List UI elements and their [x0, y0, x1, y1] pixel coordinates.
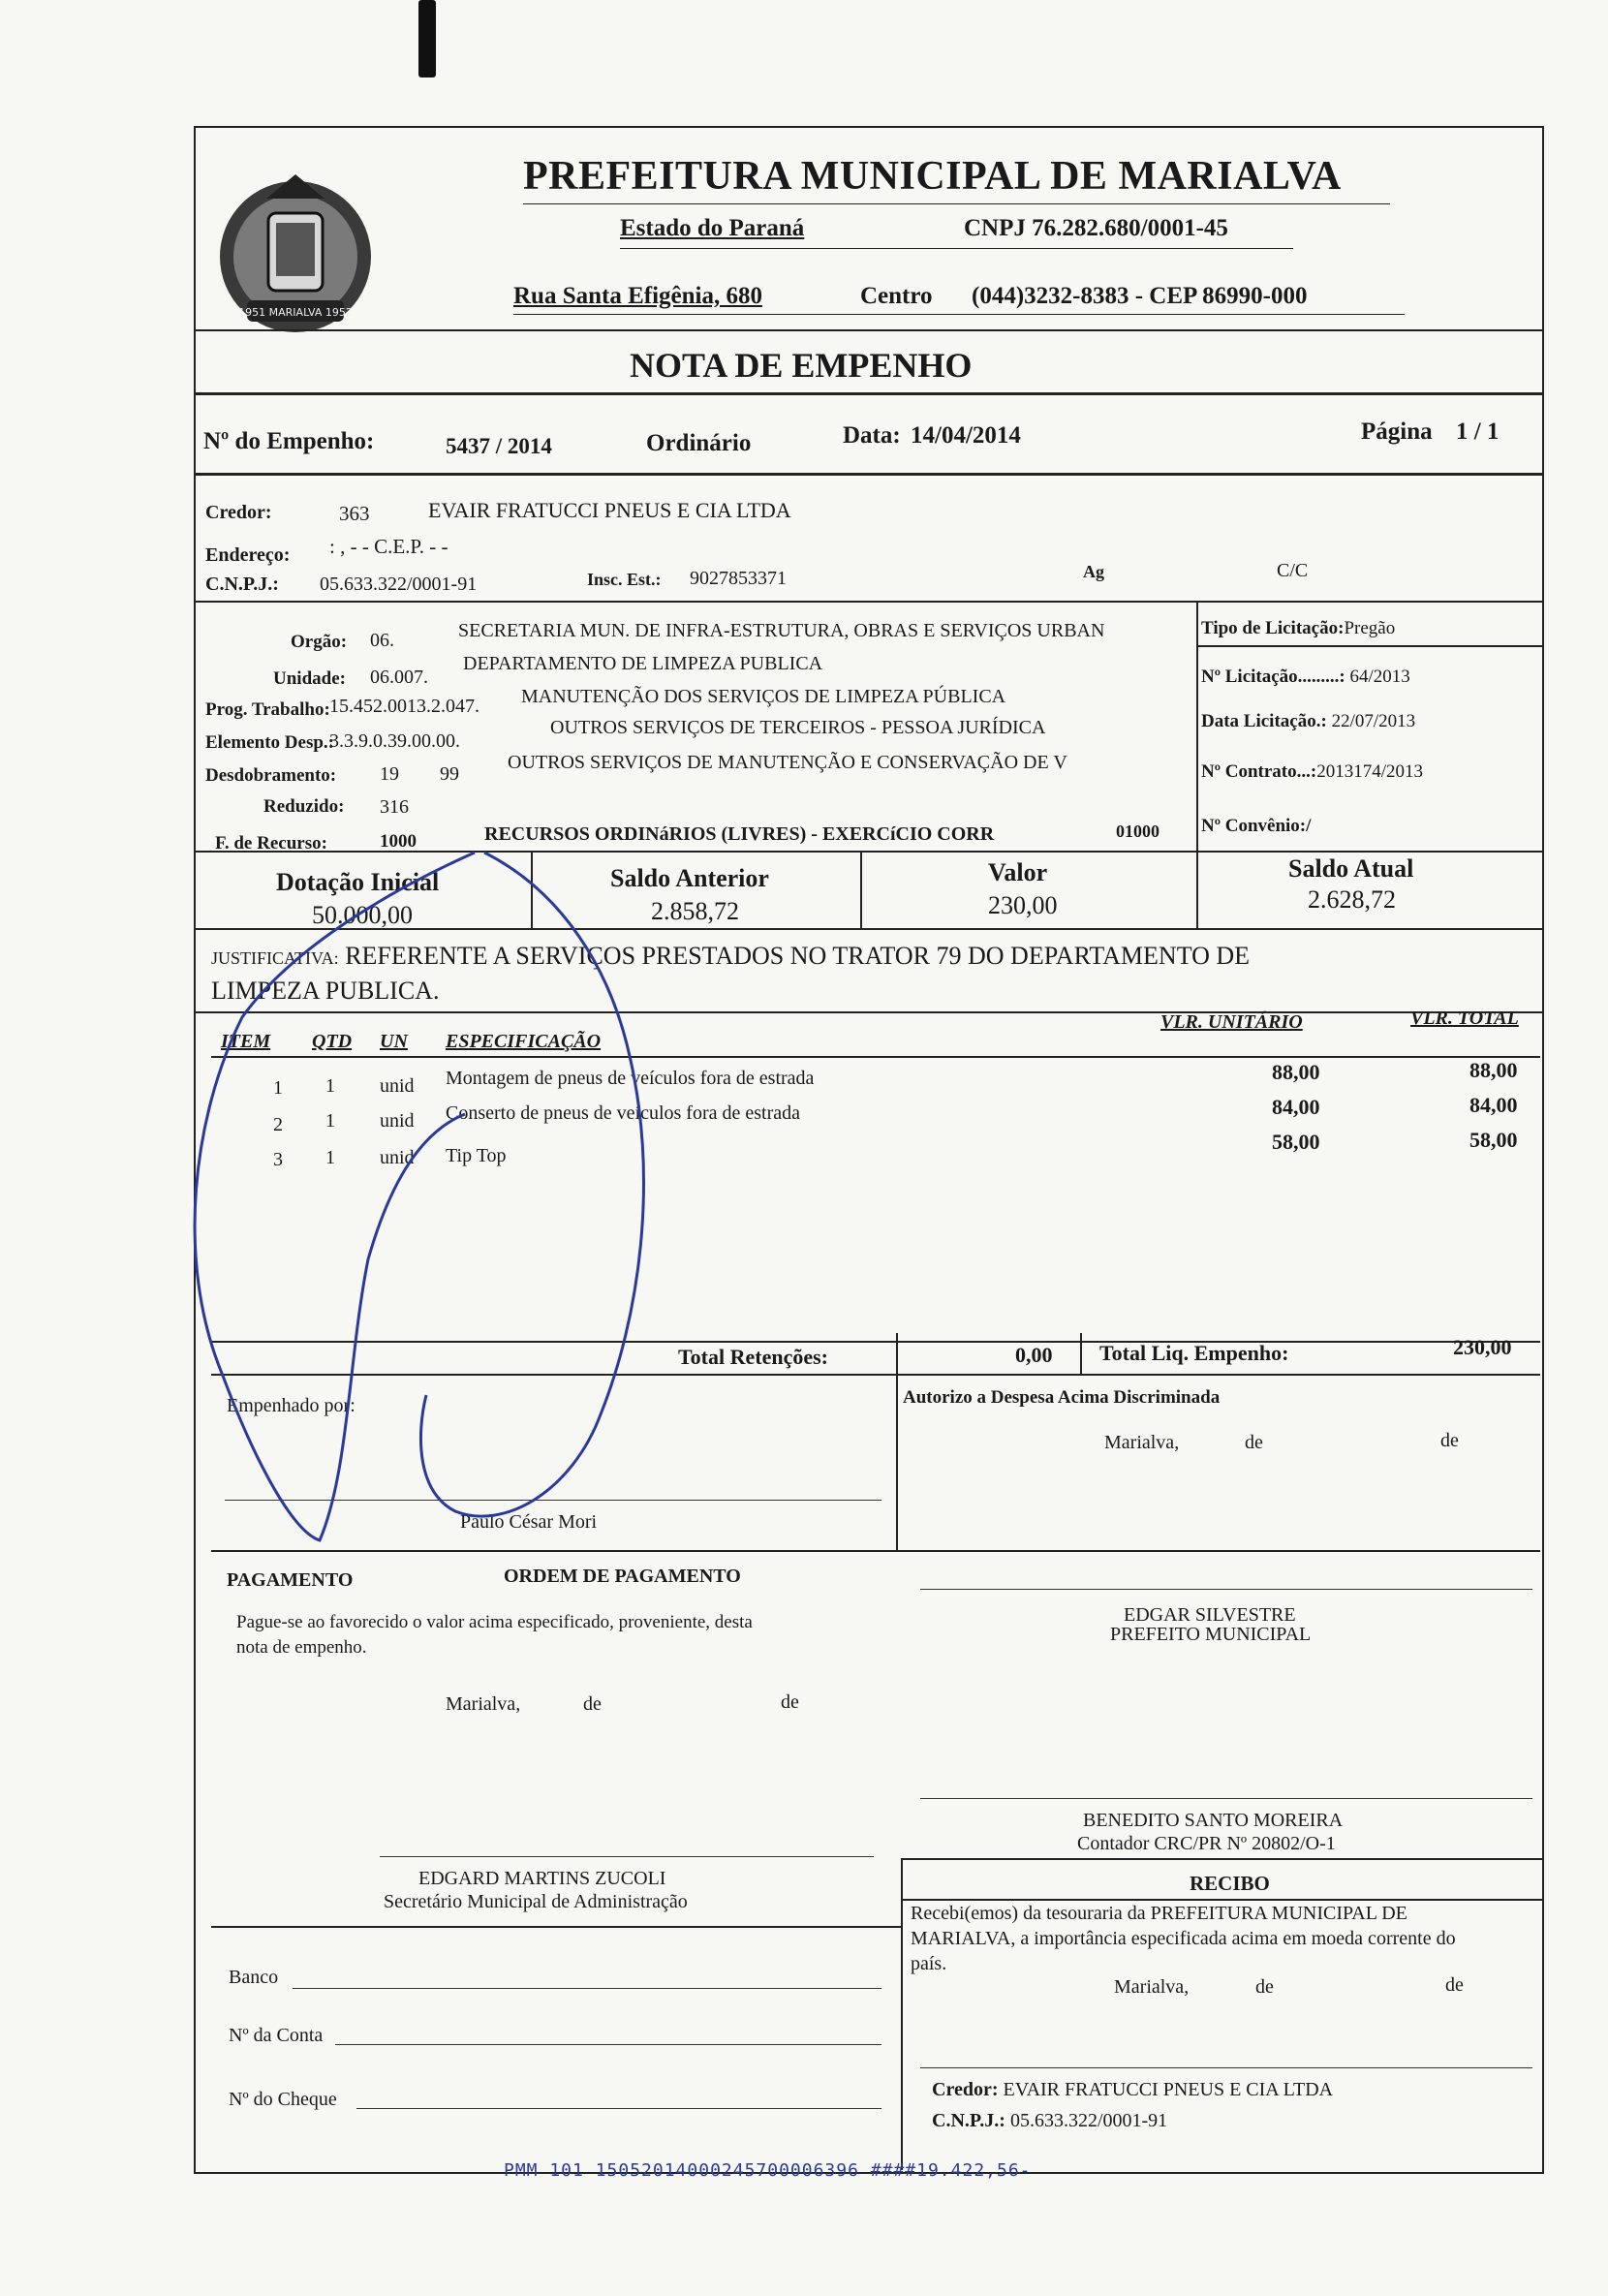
recibo-place: Marialva, — [1114, 1976, 1190, 1998]
autorizo-de1: de — [1245, 1432, 1263, 1453]
orgao-value: SECRETARIA MUN. DE INFRA-ESTRUTURA, OBRAS E SERVIÇOS URBAN — [458, 620, 1105, 641]
banco-label: Banco — [229, 1967, 279, 1988]
empenhado-label: Empenhado por: — [227, 1395, 356, 1416]
justificativa-line1: REFERENTE A SERVIÇOS PRESTADOS NO TRATOR 79 DO DEPARTAMENTO DE — [345, 942, 1251, 970]
orgao-code: 06. — [370, 630, 394, 651]
credor-cnpj: 05.633.322/0001-91 — [320, 574, 478, 595]
recibo-text-2: MARIALVA, a importância especificada acima em moeda corrente do — [911, 1928, 1456, 1949]
recibo-cnpj-label: C.N.P.J.: — [932, 2110, 1005, 2131]
unidade-code: 06.007. — [370, 667, 428, 688]
address-underline — [513, 314, 1405, 315]
conta-line — [335, 2044, 881, 2045]
data-licitacao — [1201, 711, 1415, 732]
page-number: 1 / 1 — [1456, 419, 1500, 445]
recibo-cnpj — [932, 2110, 1167, 2132]
prefeito-signature-line — [920, 1589, 1532, 1590]
empenhado-name: Paulo César Mori — [460, 1511, 598, 1533]
secretario-role: Secretário Municipal de Administração — [384, 1891, 688, 1912]
data-licitacao-label: Data Licitação.: — [1201, 711, 1327, 731]
item-qtd: 1 — [325, 1075, 335, 1097]
recibo-text-1: Recebi(emos) da tesouraria da PREFEITURA MUNICIPAL DE — [911, 1903, 1407, 1924]
item-spec: Montagem de pneus de veículos fora de estrada — [446, 1068, 815, 1089]
secretario-name: EDGARD MARTINS ZUCOLI — [418, 1868, 666, 1889]
pagamento-label: PAGAMENTO — [227, 1569, 354, 1591]
district: Centro — [860, 283, 933, 309]
empenho-date: 14/04/2014 — [911, 422, 1021, 449]
divider — [196, 392, 1542, 395]
divider — [196, 851, 1542, 853]
divider — [211, 1374, 1540, 1376]
divider — [896, 1374, 898, 1550]
barcode-text: PMM 101 15052014000245700006396 ####19.422,56- — [504, 2160, 1032, 2181]
scan-mark — [418, 0, 436, 78]
recibo-de2: de — [1445, 1974, 1464, 1996]
divider — [196, 329, 1542, 331]
divider — [196, 1011, 1542, 1013]
item-unit-value: 88,00 — [1272, 1060, 1320, 1084]
item-total-value: 88,00 — [1469, 1058, 1518, 1082]
state-label: Estado do Paraná — [620, 215, 805, 241]
saldo-atual-label: Saldo Atual — [1288, 854, 1414, 883]
divider — [211, 1550, 1540, 1552]
recibo-de1: de — [1255, 1976, 1274, 1998]
credor-name: EVAIR FRATUCCI PNEUS E CIA LTDA — [428, 498, 791, 522]
divider — [1196, 645, 1542, 647]
unidade-label: Unidade: — [273, 668, 346, 689]
divider — [860, 851, 862, 928]
col-total: VLR. TOTAL — [1410, 1008, 1519, 1029]
contador-signature-line — [920, 1798, 1532, 1799]
justificativa-label: JUSTIFICATIVA: — [211, 948, 339, 968]
num-licitacao — [1201, 667, 1410, 688]
page-label: Página — [1361, 419, 1433, 445]
endereco-label: Endereço: — [205, 544, 291, 566]
dotacao-inicial-label: Dotação Inicial — [276, 868, 440, 896]
desd-code: 19 — [380, 763, 399, 785]
phone-cep: (044)3232-8383 - CEP 86990-000 — [972, 283, 1308, 309]
valor-label: Valor — [988, 858, 1048, 886]
dotacao-inicial-value: 50.000,00 — [312, 901, 413, 929]
elem-value: OUTROS SERVIÇOS DE TERCEIROS - PESSOA JURÍDICA — [550, 717, 1046, 738]
elem-code: 3.3.9.0.39.00.00. — [329, 730, 460, 752]
page-title: PREFEITURA MUNICIPAL DE MARIALVA — [523, 154, 1342, 199]
col-un: UN — [380, 1031, 408, 1052]
unidade-value: DEPARTAMENTO DE LIMPEZA PUBLICA — [463, 653, 823, 674]
autorizo-place: Marialva, — [1104, 1432, 1180, 1453]
item-number: 2 — [273, 1114, 283, 1135]
item-unit-value: 84,00 — [1272, 1095, 1320, 1119]
total-retencoes-value: 0,00 — [1015, 1343, 1053, 1367]
item-unit-value: 58,00 — [1272, 1130, 1320, 1154]
pagamento-text-1: Pague-se ao favorecido o valor acima especificado, proveniente, desta — [236, 1612, 753, 1632]
contrato-label: Nº Contrato...: — [1201, 761, 1317, 782]
secretario-signature-line — [380, 1856, 874, 1857]
justificativa-line2: LIMPEZA PUBLICA. — [211, 977, 440, 1005]
ordem-pagamento-label: ORDEM DE PAGAMENTO — [504, 1566, 741, 1587]
contador-role: Contador CRC/PR Nº 20802/O-1 — [1077, 1833, 1336, 1854]
divider — [211, 1926, 901, 1928]
total-liq-label: Total Liq. Empenho: — [1099, 1341, 1289, 1365]
doc-title: NOTA DE EMPENHO — [630, 346, 973, 385]
desd-label: Desdobramento: — [205, 765, 337, 786]
divider — [901, 1858, 903, 2170]
item-qtd: 1 — [325, 1147, 335, 1168]
endereco-value: : , - - C.E.P. - - — [329, 535, 448, 558]
divider — [901, 1899, 1542, 1901]
date-label: Data: — [843, 422, 901, 449]
col-unit: VLR. UNITÁRIO — [1160, 1011, 1303, 1033]
divider — [211, 1056, 1540, 1058]
item-un: unid — [380, 1110, 415, 1132]
divider — [196, 601, 1542, 603]
justificativa — [211, 942, 1250, 971]
elem-label: Elemento Desp.: — [205, 732, 334, 753]
recurso-value: RECURSOS ORDINáRIOS (LIVRES) - EXERCíCIO CORR — [484, 823, 995, 845]
item-spec: Tip Top — [446, 1145, 507, 1166]
tipo-licitacao-label-text: Tipo de Licitação: — [1201, 618, 1345, 638]
col-item: ITEM — [221, 1031, 271, 1052]
orgao-label: Orgão: — [291, 632, 348, 652]
prog-code: 15.452.0013.2.047. — [329, 696, 479, 717]
contrato-value: 2013174/2013 — [1316, 761, 1423, 782]
total-retencoes-label: Total Retenções: — [678, 1345, 828, 1369]
recurso-code: 1000 — [380, 831, 417, 852]
saldo-anterior-label: Saldo Anterior — [610, 864, 769, 892]
recibo-text-3: país. — [911, 1953, 947, 1974]
desd-value: OUTROS SERVIÇOS DE MANUTENÇÃO E CONSERVAÇÃO DE V — [508, 752, 1067, 773]
saldo-atual-value: 2.628,72 — [1308, 885, 1396, 914]
insc-value: 9027853371 — [690, 568, 787, 589]
empenho-type: Ordinário — [646, 430, 752, 456]
tipo-licitacao-value: Pregão — [1344, 618, 1396, 638]
banco-line — [293, 1988, 881, 1989]
item-total-value: 58,00 — [1469, 1128, 1518, 1152]
recibo-credor-label: Credor: — [932, 2079, 999, 2100]
recibo-credor-name: EVAIR FRATUCCI PNEUS E CIA LTDA — [1003, 2079, 1334, 2100]
item-number: 3 — [273, 1149, 283, 1170]
credor-label: Credor: — [205, 502, 272, 523]
coat-of-arms-icon — [199, 155, 392, 349]
divider — [196, 473, 1542, 476]
prog-label: Prog. Trabalho: — [205, 699, 330, 720]
divider — [901, 1858, 1542, 1860]
title-underline — [523, 203, 1390, 204]
data-licitacao-value: 22/07/2013 — [1331, 711, 1416, 731]
crest-ribbon-text: 1951 MARIALVA 1952 — [238, 306, 353, 319]
recurso-code-2: 01000 — [1116, 822, 1160, 841]
divider — [1196, 851, 1198, 928]
insc-label: Insc. Est.: — [587, 570, 662, 589]
pagamento-de2: de — [781, 1691, 799, 1713]
recibo-cnpj-value: 05.633.322/0001-91 — [1009, 2110, 1168, 2131]
item-spec: Conserto de pneus de veículos fora de estrada — [446, 1102, 800, 1124]
col-spec: ESPECIFICAÇÃO — [446, 1031, 602, 1052]
divider — [1196, 601, 1198, 851]
empenho-number: 5437 / 2014 — [446, 434, 552, 458]
state-underline — [620, 248, 1293, 249]
pagamento-de1: de — [583, 1693, 602, 1715]
contrato — [1201, 761, 1423, 783]
divider — [211, 1341, 1540, 1343]
prog-value: MANUTENÇÃO DOS SERVIÇOS DE LIMPEZA PÚBLICA — [521, 686, 1006, 707]
col-qtd: QTD — [312, 1031, 353, 1052]
address: Rua Santa Efigênia, 680 — [513, 283, 762, 309]
recurso-label: F. de Recurso: — [215, 833, 327, 853]
convenio-label: Nº Convênio:/ — [1201, 816, 1312, 836]
prefeito-name: EDGAR SILVESTRE — [1124, 1604, 1296, 1626]
saldo-anterior-value: 2.858,72 — [651, 897, 739, 925]
divider — [896, 1333, 898, 1376]
recibo-signature-line — [920, 2067, 1532, 2068]
item-un: unid — [380, 1075, 415, 1097]
prefeito-role: PREFEITO MUNICIPAL — [1110, 1624, 1312, 1645]
num-licitacao-value: 64/2013 — [1349, 667, 1410, 687]
pagamento-place: Marialva, — [446, 1693, 521, 1715]
credor-code: 363 — [339, 502, 370, 525]
ag-label: Ag — [1083, 562, 1104, 581]
reduzido-value: 316 — [380, 796, 409, 818]
autorizo-de2: de — [1440, 1430, 1459, 1451]
empenhado-signature-line — [225, 1500, 881, 1501]
cc-label: C/C — [1277, 560, 1309, 581]
recibo-credor — [932, 2079, 1333, 2101]
recibo-label: RECIBO — [1190, 1872, 1270, 1895]
total-liq-value: 230,00 — [1453, 1335, 1512, 1359]
divider — [196, 928, 1542, 930]
cheque-line — [356, 2108, 881, 2109]
item-total-value: 84,00 — [1469, 1093, 1518, 1117]
cheque-label: Nº do Cheque — [229, 2089, 337, 2110]
conta-label: Nº da Conta — [229, 2025, 324, 2046]
cnpj-header: CNPJ 76.282.680/0001-45 — [964, 215, 1228, 241]
num-licitacao-label: Nº Licitação.........: — [1201, 667, 1345, 687]
tipo-licitacao-label — [1201, 618, 1395, 639]
empenho-label: Nº do Empenho: — [203, 428, 375, 454]
reduzido-label: Reduzido: — [263, 796, 345, 817]
item-number: 1 — [273, 1077, 283, 1099]
pagamento-text-2: nota de empenho. — [236, 1637, 367, 1658]
valor-value: 230,00 — [988, 891, 1058, 919]
divider — [531, 851, 533, 928]
desd-code-2: 99 — [440, 763, 459, 785]
autorizo-label: Autorizo a Despesa Acima Discriminada — [903, 1387, 1221, 1408]
cnpj-label: C.N.P.J.: — [205, 574, 279, 595]
item-un: unid — [380, 1147, 415, 1168]
contador-name: BENEDITO SANTO MOREIRA — [1083, 1810, 1344, 1831]
item-qtd: 1 — [325, 1110, 335, 1132]
divider — [1080, 1333, 1082, 1376]
